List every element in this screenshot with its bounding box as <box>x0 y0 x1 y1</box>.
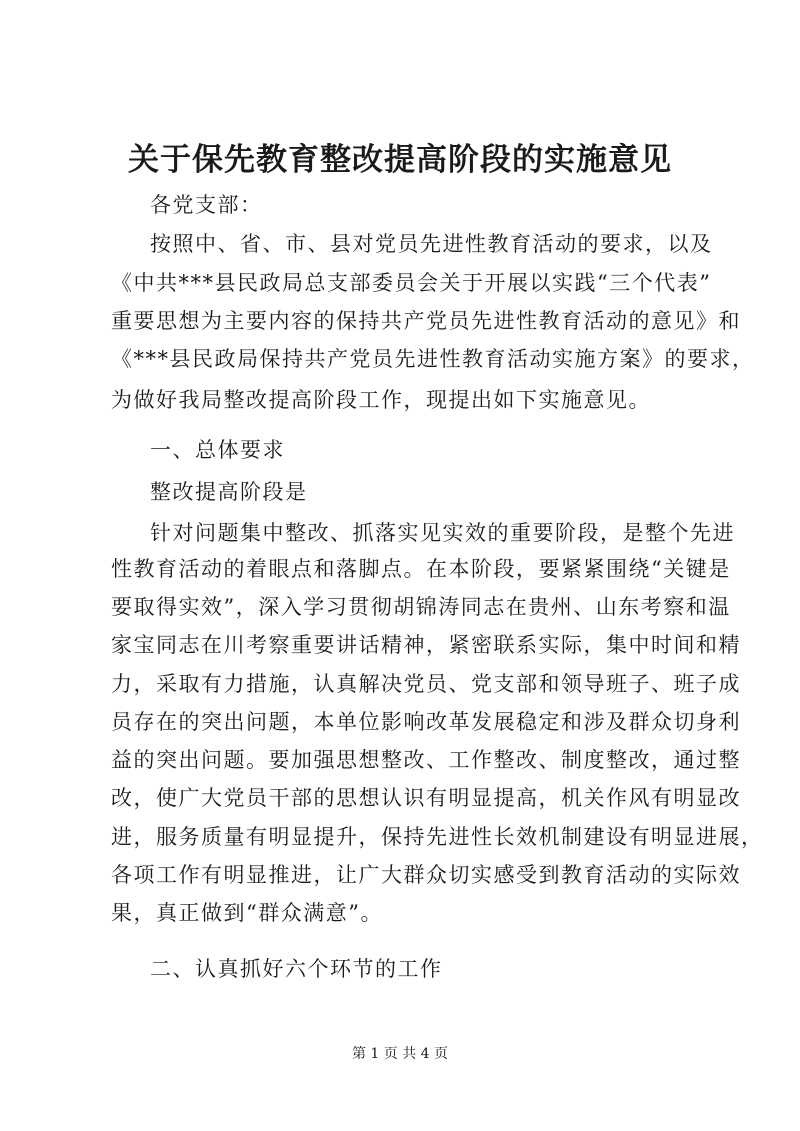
paragraph2-line-8: 改，使广大党员干部的思想认识有明显提高，机关作风有明显改 <box>111 786 741 810</box>
section-heading-1: 一、总体要求 <box>150 438 285 462</box>
document-title: 关于保先教育整改提高阶段的实施意见 <box>128 142 672 178</box>
paragraph2-line-4: 家宝同志在川考察重要讲话精神，紧密联系实际，集中时间和精 <box>111 633 741 657</box>
paragraph2-line-1: 针对问题集中整改、抓落实见实效的重要阶段，是整个先进 <box>150 521 735 545</box>
paragraph2-line-3: 要取得实效”，深入学习贯彻胡锦涛同志在贵州、山东考察和温 <box>111 595 731 619</box>
paragraph2-line-2: 性教育活动的着眼点和落脚点。在本阶段，要紧紧围绕“关键是 <box>111 557 731 581</box>
paragraph2-line-6: 员存在的突出问题，本单位影响改革发展稳定和涉及群众切身利 <box>111 710 741 734</box>
paragraph2-line-9: 进，服务质量有明显提升，保持先进性长效机制建设有明显进展， <box>111 825 764 849</box>
paragraph1-line-3: 重要思想为主要内容的保持共产党员先进性教育活动的意见》和 <box>111 309 741 333</box>
paragraph1-line-2: 《中共***县民政局总支部委员会关于开展以实践“三个代表” <box>111 271 712 295</box>
salutation: 各党支部： <box>150 193 263 217</box>
paragraph2-line-10: 各项工作有明显推进，让广大群众切实感受到教育活动的实际效 <box>111 863 741 887</box>
paragraph2-line-5: 力，采取有力措施，认真解决党员、党支部和领导班子、班子成 <box>111 672 741 696</box>
paragraph2-line-7: 益的突出问题。要加强思想整改、工作整改、制度整改，通过整 <box>111 748 741 772</box>
paragraph1-line-4: 《***县民政局保持共产党员先进性教育活动实施方案》的要求， <box>111 347 755 371</box>
paragraph2-line-11: 果，真正做到“群众满意”。 <box>111 901 383 925</box>
paragraph1-line-5: 为做好我局整改提高阶段工作，现提出如下实施意见。 <box>111 388 651 412</box>
stage-intro-line: 整改提高阶段是 <box>150 480 308 504</box>
page-footer: 第 1 页 共 4 页 <box>351 1046 449 1062</box>
paragraph1-line-1: 按照中、省、市、县对党员先进性教育活动的要求，以及 <box>150 232 713 256</box>
section-heading-2: 二、认真抓好六个环节的工作 <box>150 957 443 981</box>
